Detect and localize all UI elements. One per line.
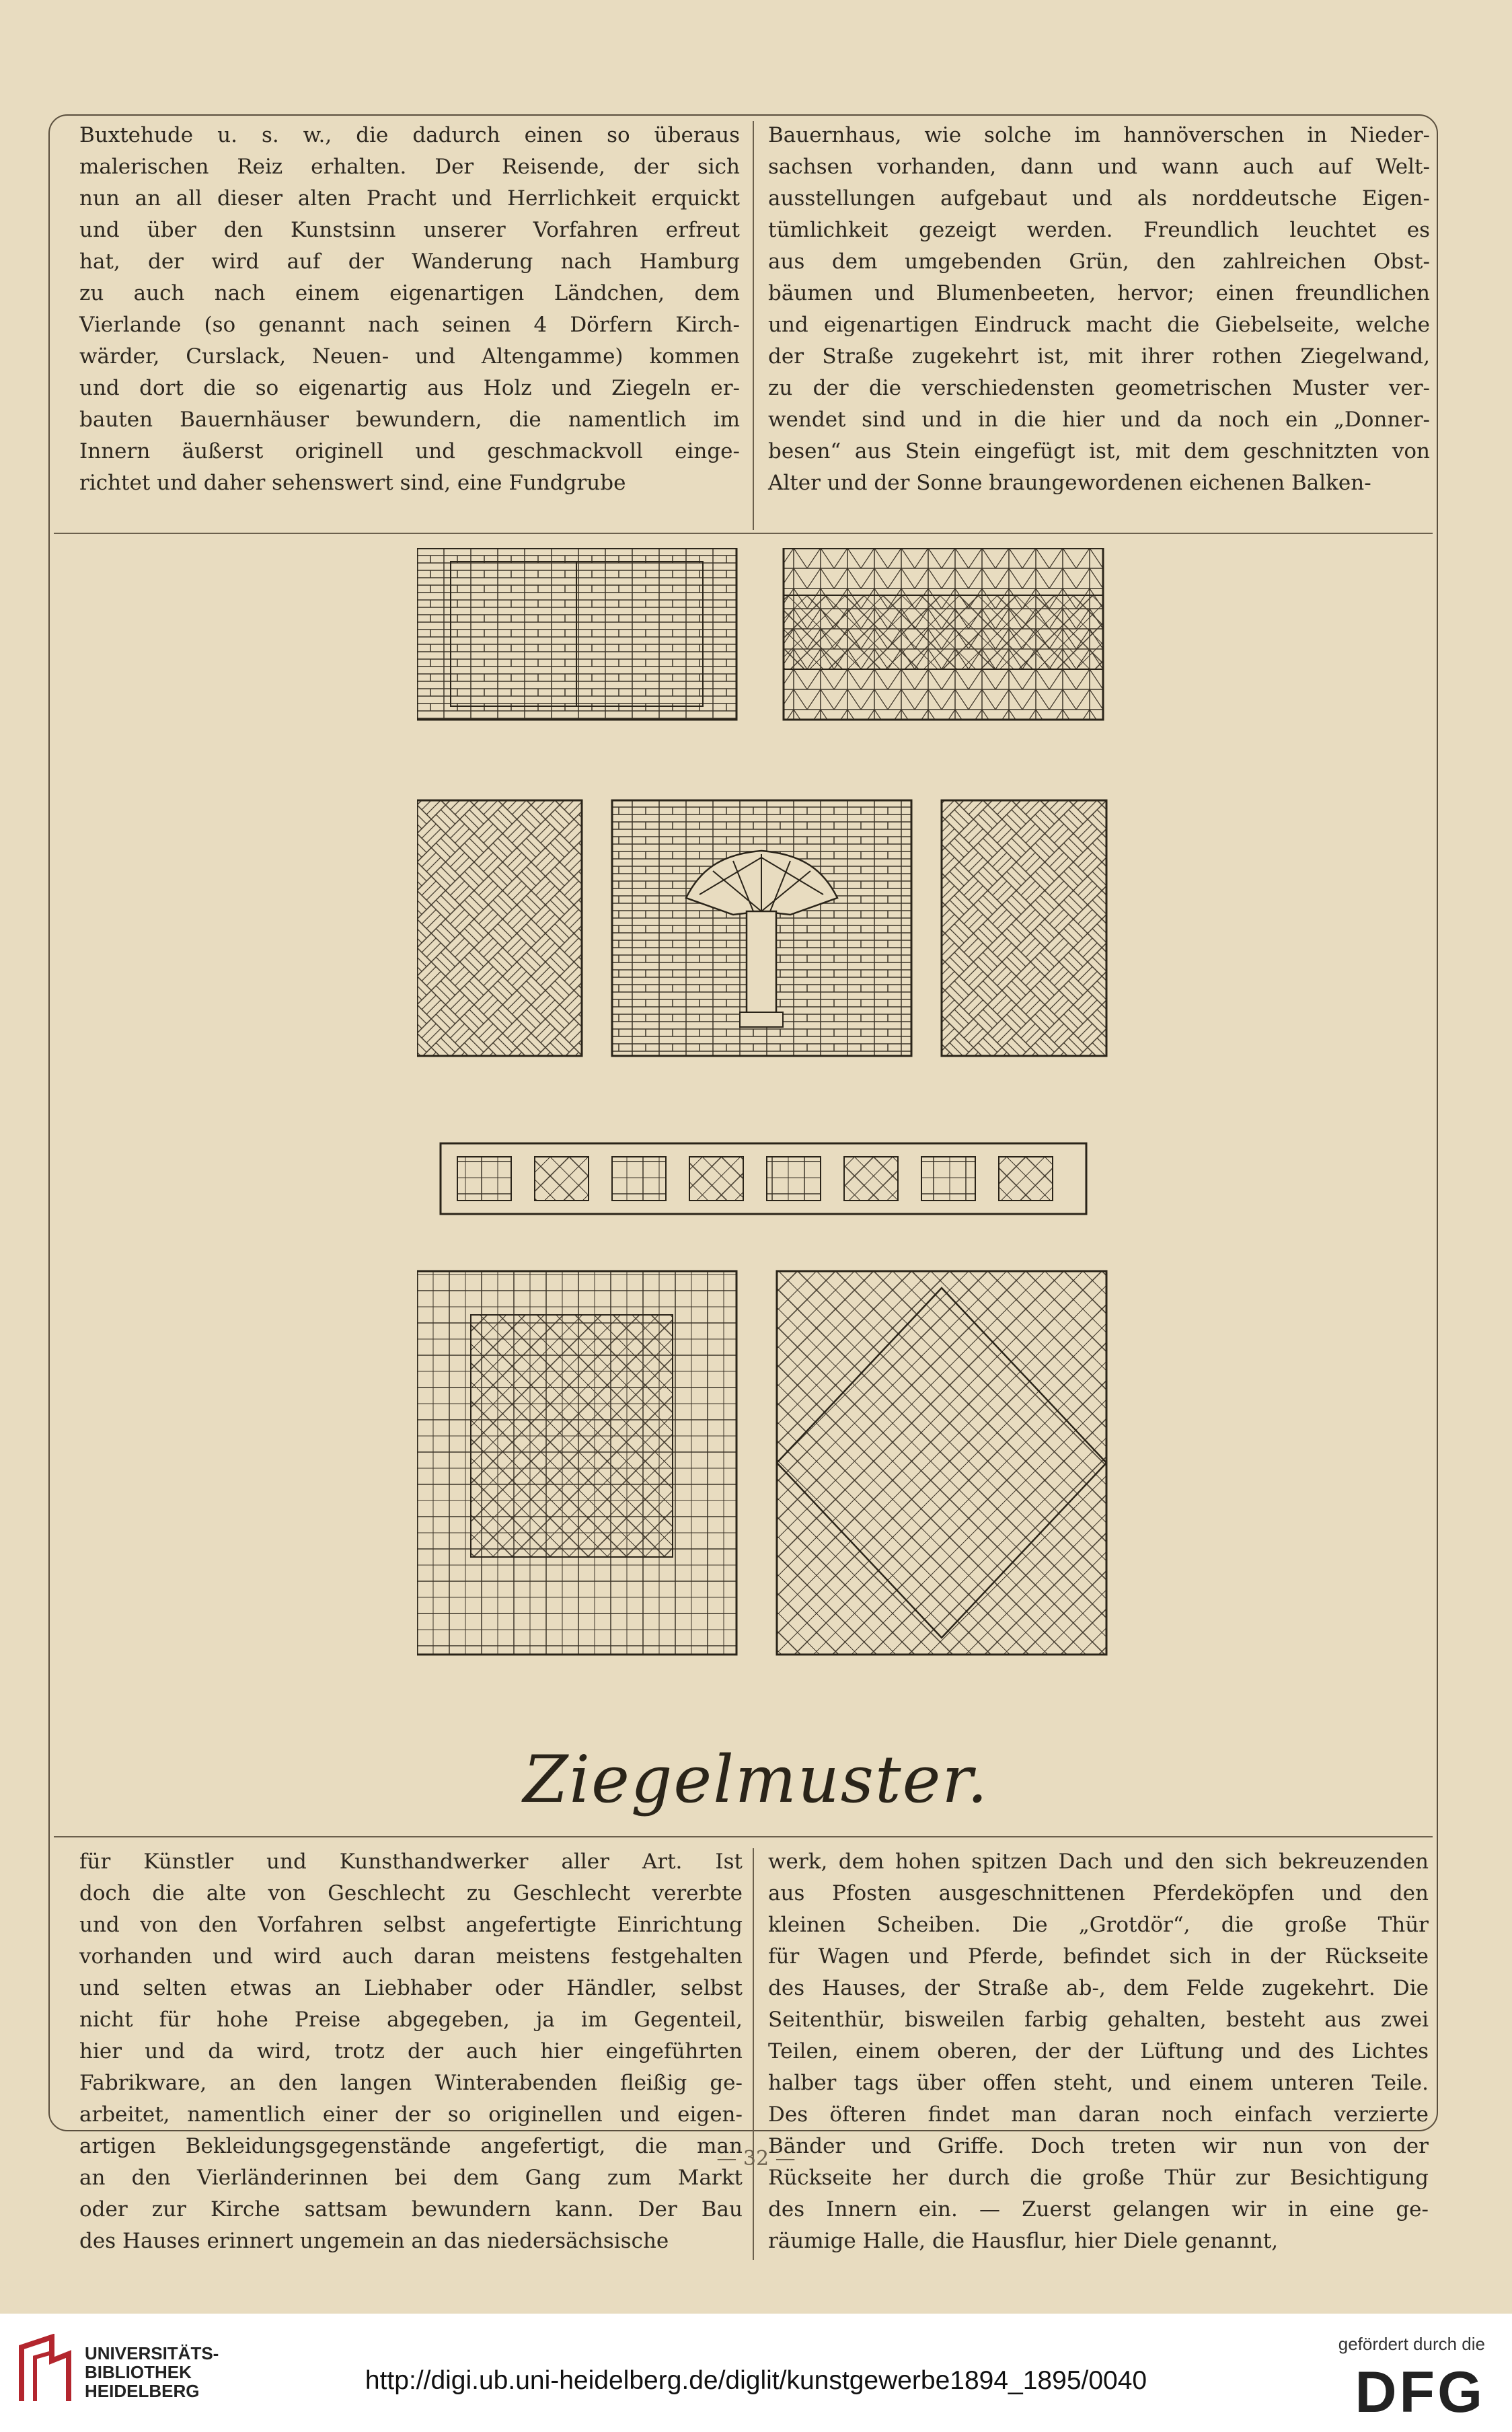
text-line: Bänder und Griffe. Doch treten wir nun von der [768,2134,1429,2158]
text-line: Vierlande (so genannt nach seinen 4 Dörfern Kirch- [79,313,740,337]
text-line: sachsen vorhanden, dann und wann auch auf Welt- [768,155,1430,179]
text-rule-bottom [54,1836,1433,1837]
text-column-top-right [768,120,1430,499]
text-line: werk, dem hohen spitzen Dach und den sich bekreuzenden [768,1850,1429,1874]
page-number: — 32 — [716,2147,796,2170]
pattern-fan-ornament-panel [612,800,911,1056]
text-line: und dort die so eigenartig aus Holz und Ziegeln er- [79,376,740,400]
text-line: zu der die verschiedensten geometrischen Muster ver- [768,376,1430,400]
pattern-basketweave-left-panel [417,800,582,1056]
text-line: Fabrikware, an den langen Winterabenden fleißig ge- [79,2071,743,2095]
text-line: räumige Halle, die Hausflur, hier Diele genannt, [768,2229,1279,2253]
library-name-line: BIBLIOTHEK [85,2362,192,2382]
digitization-footer [0,2314,1512,2432]
column-divider-top [753,121,754,530]
text-line: kleinen Scheiben. Die „Grotdör“, die große Thür [768,1913,1429,1937]
text-column-bottom-right [768,1846,1429,2257]
text-line: aus dem umgebenden Grün, den zahlreichen Obst- [768,250,1430,274]
text-line: hier und da wird, trotz der auch hier eingeführten [79,2039,743,2063]
text-line: malerischen Reiz erhalten. Der Reisende, der sich [79,155,740,179]
text-line: nicht für hohe Preise abgegeben, ja im Gegenteil, [79,2008,743,2032]
text-line: Rückseite her durch die große Thür zur Besichtigung [768,2166,1429,2190]
pattern-basketweave-right-panel [942,800,1106,1056]
text-line: Innern äußerst originell und geschmackvoll einge- [79,439,740,463]
dfg-logo: DFG [1355,2360,1485,2425]
text-line: Bauernhaus, wie solche im hannöverschen in Nieder- [768,123,1430,147]
column-divider-bottom [753,1848,754,2260]
text-line: zu auch nach einem eigenartigen Ländchen, dem [79,281,740,305]
text-line: wärder, Curslack, Neuen- und Altengamme) kommen [79,344,740,369]
text-line: richtet und daher sehenswert sind, eine Fundgrube [79,471,626,495]
text-line: der Straße zugekehrt ist, mit ihrer rothen Ziegelwand, [768,344,1430,369]
text-line: Teilen, einem oberen, der der Lüftung und des Lichtes [768,2039,1429,2063]
plate-caption: Ziegelmuster. [523,1742,989,1817]
library-name-line: UNIVERSITÄTS- [85,2343,219,2363]
text-line: an den Vierländerinnen bei dem Gang zum Markt [79,2166,743,2190]
text-line: Alter und der Sonne braungewordenen eichenen Balken- [768,471,1371,495]
text-line: und selten etwas an Liebhaber oder Händler, selbst [79,1976,743,2000]
text-line: Des öfteren findet man daran noch einfach verzierte [768,2102,1429,2127]
pattern-diamond-chevron-panel [784,548,1103,720]
text-rule-top [54,533,1433,534]
text-line: und von den Vorfahren selbst angefertigte Einrichtung [79,1913,743,1937]
text-line: doch die alte von Geschlecht zu Geschlecht vererbte [79,1881,743,1905]
text-line: des Innern ein. — Zuerst gelangen wir in eine ge- [768,2197,1429,2221]
text-column-bottom-left [79,1846,743,2257]
text-line: für Wagen und Pferde, befindet sich in der Rückseite [768,1944,1429,1969]
text-line: artigen Bekleidungsgegenstände angefertigt, die man [79,2134,743,2158]
text-line: und eigenartigen Eindruck macht die Giebelseite, welche [768,313,1430,337]
text-line: und über den Kunstsinn unserer Vorfahren erfreut [79,218,740,242]
text-line: besen“ aus Stein eingefügt ist, mit dem geschnitzten von [768,439,1430,463]
brick-pattern-plate [417,548,1110,1692]
text-line: des Hauses, der Straße ab-, dem Felde zugekehrt. Die [768,1976,1429,2000]
text-line: vorhanden und wird auch daran meistens festgehalten [79,1944,743,1969]
permalink-url[interactable]: http://digi.ub.uni-heidelberg.de/diglit/kunstgewerbe1894_1895/0040 [365,2366,1147,2395]
text-line: tümlichkeit gezeigt werden. Freundlich leuchtet es [768,218,1430,242]
pattern-cross-grid-panel [417,1271,736,1655]
text-line: aus Pfosten ausgeschnittenen Pferdeköpfen und den [768,1881,1429,1905]
pattern-diagonal-lattice-panel [777,1271,1106,1655]
text-line: ausstellungen aufgebaut und als norddeutsche Eigen- [768,186,1430,211]
text-line: für Künstler und Kunsthandwerker aller Art. Ist [79,1850,743,1874]
library-name-line: HEIDELBERG [85,2381,200,2401]
text-line: halber tags über offen steht, und einem unteren Teile. [768,2071,1429,2095]
text-line: wendet sind und in die hier und da noch ein „Donner- [768,408,1430,432]
text-line: des Hauses erinnert ungemein an das niedersächsische [79,2229,669,2253]
pattern-herringbone-panel [417,548,736,720]
text-line: arbeitet, namentlich einer der so originellen und eigen- [79,2102,743,2127]
text-line: hat, der wird auf der Wanderung nach Hamburg [79,250,740,274]
funded-by-label: gefördert durch die [1338,2334,1485,2354]
text-line: nun an all dieser alten Pracht und Herrlichkeit erquickt [79,186,740,211]
text-line: bäumen und Blumenbeeten, hervor; einen freundlichen [768,281,1430,305]
pattern-frieze-band [441,1143,1086,1214]
text-line: Seitenthür, bisweilen farbig gehalten, besteht aus zwei [768,2008,1429,2032]
text-line: oder zur Kirche sattsam bewundern kann. Der Bau [79,2197,743,2221]
text-line: Buxtehude u. s. w., die dadurch einen so überaus [79,123,740,147]
text-column-top-left [79,120,740,499]
text-line: bauten Bauernhäuser bewundern, die namentlich im [79,408,740,432]
